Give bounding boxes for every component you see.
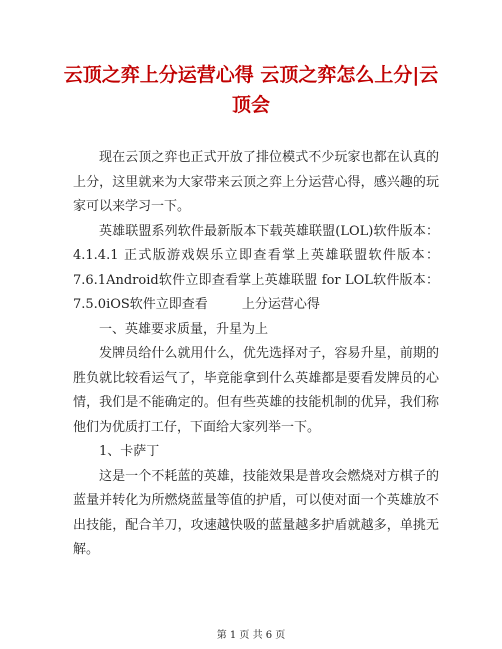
paragraph-intro: 现在云顶之弈也正式开放了排位模式不少玩家也都在认真的上分，这里就来为大家带来云顶之弈上分运营心得，感兴趣的玩家可以来学习一下。 bbox=[73, 150, 439, 214]
document-title: 云顶之弈上分运营心得 云顶之弈怎么上分|云顶会 bbox=[63, 64, 439, 116]
page-footer: 第 1 页 共 6 页 bbox=[216, 630, 286, 641]
section-heading-1: 一、英雄要求质量，升星为上 bbox=[99, 321, 269, 337]
subheading-kassadin: 1、卡萨丁 bbox=[99, 444, 160, 459]
software-versions-text: 英雄联盟系列软件最新版本下载英雄联盟(LOL)软件版本：4.1.4.1 正式版游戏娱乐立即查看掌上英雄联盟软件版本：7.6.1Android软件立即查看掌上英雄联盟 for LOL软件版本：7.5.0iOS软件立即查看 bbox=[73, 223, 439, 312]
paragraph-software-versions bbox=[73, 220, 439, 318]
software-versions-tail: 上分运营心得 bbox=[241, 297, 320, 312]
paragraph-kassadin: 这是一个不耗蓝的英雄，技能效果是普攻会燃烧对方棋子的蓝量并转化为所燃烧蓝量等值的护盾，可以使对面一个英雄放不出技能，配合羊刀，攻速越快吸的蓝量越多护盾就越多，单挑无解。 bbox=[73, 468, 439, 557]
paragraph-hero-quality: 发牌员给什么就用什么，优先选择对子，容易升星，前期的胜负就比较看运气了，毕竟能拿到什么英雄都是要看发牌员的心情，我们是不能确定的。但有些英雄的技能机制的优异，我们称他们为优质打工仔，下面给大家列举一下。 bbox=[73, 346, 439, 435]
document-body bbox=[73, 146, 439, 563]
